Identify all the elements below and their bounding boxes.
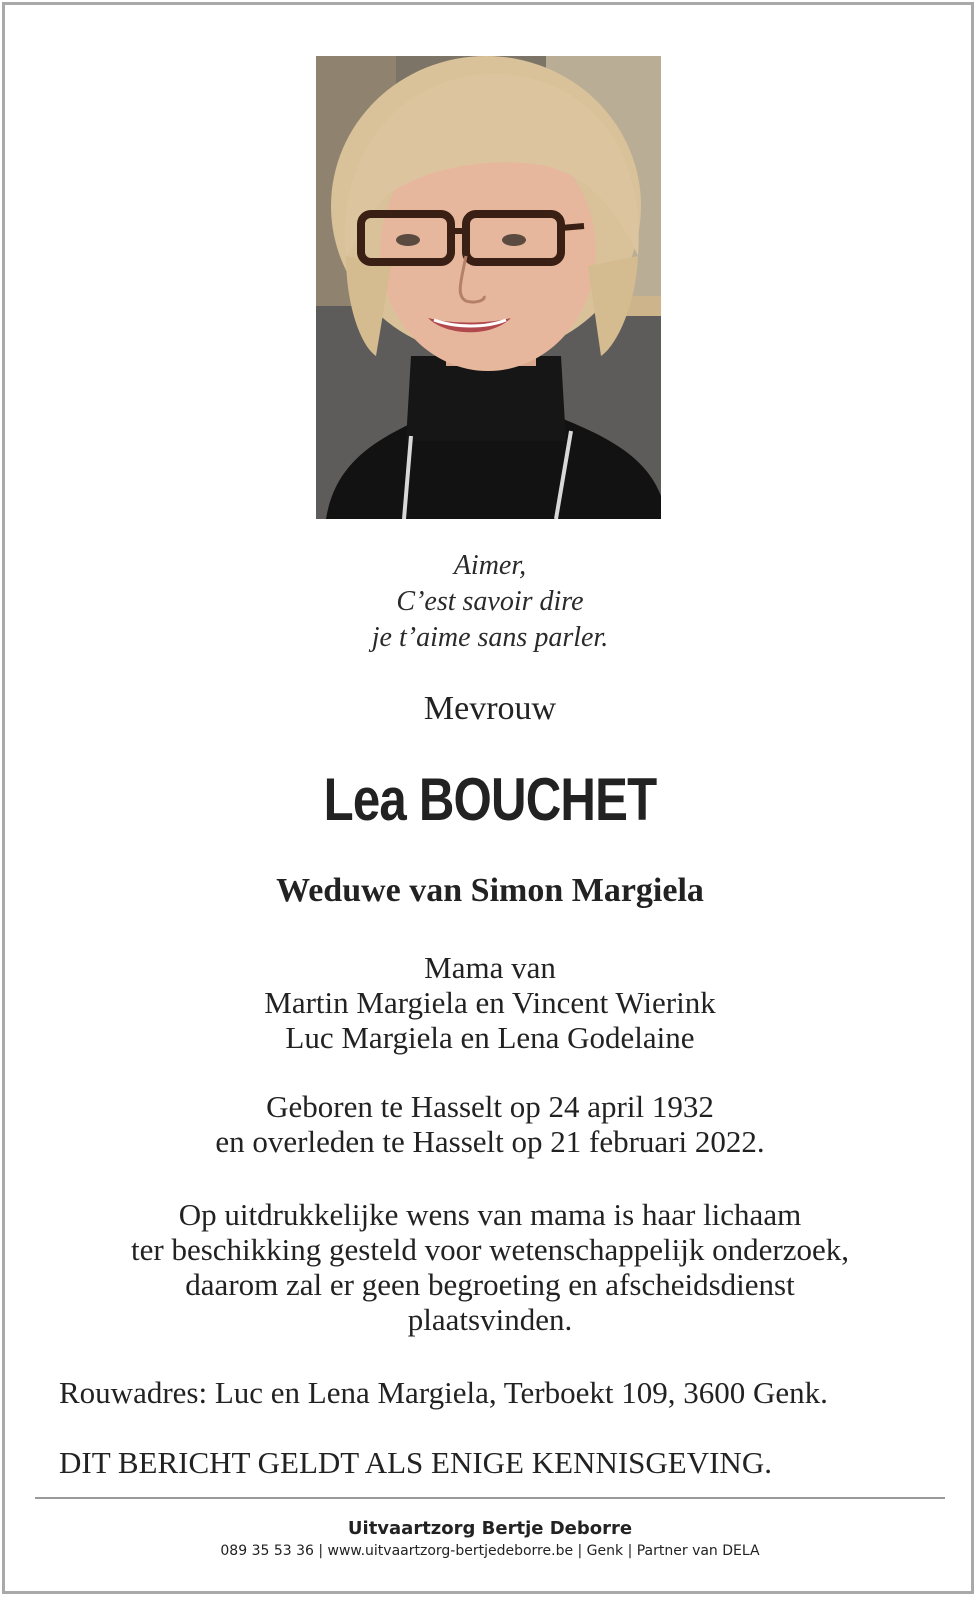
funeral-home-contact: 089 35 53 36 | www.uitvaartzorg-bertjedeborre.be | Genk | Partner van DELA	[220, 1543, 760, 1559]
portrait-illustration	[316, 56, 661, 519]
notice-line: DIT BERICHT GELDT ALS ENIGE KENNISGEVING.	[59, 1445, 772, 1480]
deceased-name: Lea BOUCHET	[323, 766, 657, 833]
children-line: Mama van	[424, 950, 556, 985]
footer-divider	[35, 1497, 945, 1499]
wish-line: ter beschikking gesteld voor wetenschappelijk onderzoek,	[131, 1232, 849, 1267]
portrait-photo	[316, 56, 661, 519]
wish-line: Op uitdrukkelijke wens van mama is haar lichaam	[178, 1197, 802, 1232]
children-line: Luc Margiela en Lena Godelaine	[285, 1020, 695, 1055]
wish-block	[0, 1197, 980, 1337]
poem	[0, 548, 980, 656]
honorific: Mevrouw	[423, 690, 557, 727]
wish-line: plaatsvinden.	[407, 1302, 573, 1337]
wish-line: daarom zal er geen begroeting en afscheidsdienst	[185, 1267, 795, 1302]
birth-line: Geboren te Hasselt op 24 april 1932	[266, 1089, 714, 1124]
children-block	[0, 950, 980, 1055]
death-line: en overleden te Hasselt op 21 februari 2022.	[215, 1124, 765, 1159]
children-line: Martin Margiela en Vincent Wierink	[264, 985, 716, 1020]
widow-of: Weduwe van Simon Margiela	[276, 872, 704, 909]
poem-line: C’est savoir dire	[396, 586, 584, 617]
poem-line: je t’aime sans parler.	[371, 622, 609, 653]
dates-block	[0, 1089, 980, 1159]
poem-line: Aimer,	[453, 550, 527, 581]
mourning-address: Rouwadres: Luc en Lena Margiela, Terboekt 109, 3600 Genk.	[59, 1375, 828, 1410]
funeral-home-name: Uitvaartzorg Bertje Deborre	[347, 1518, 633, 1539]
